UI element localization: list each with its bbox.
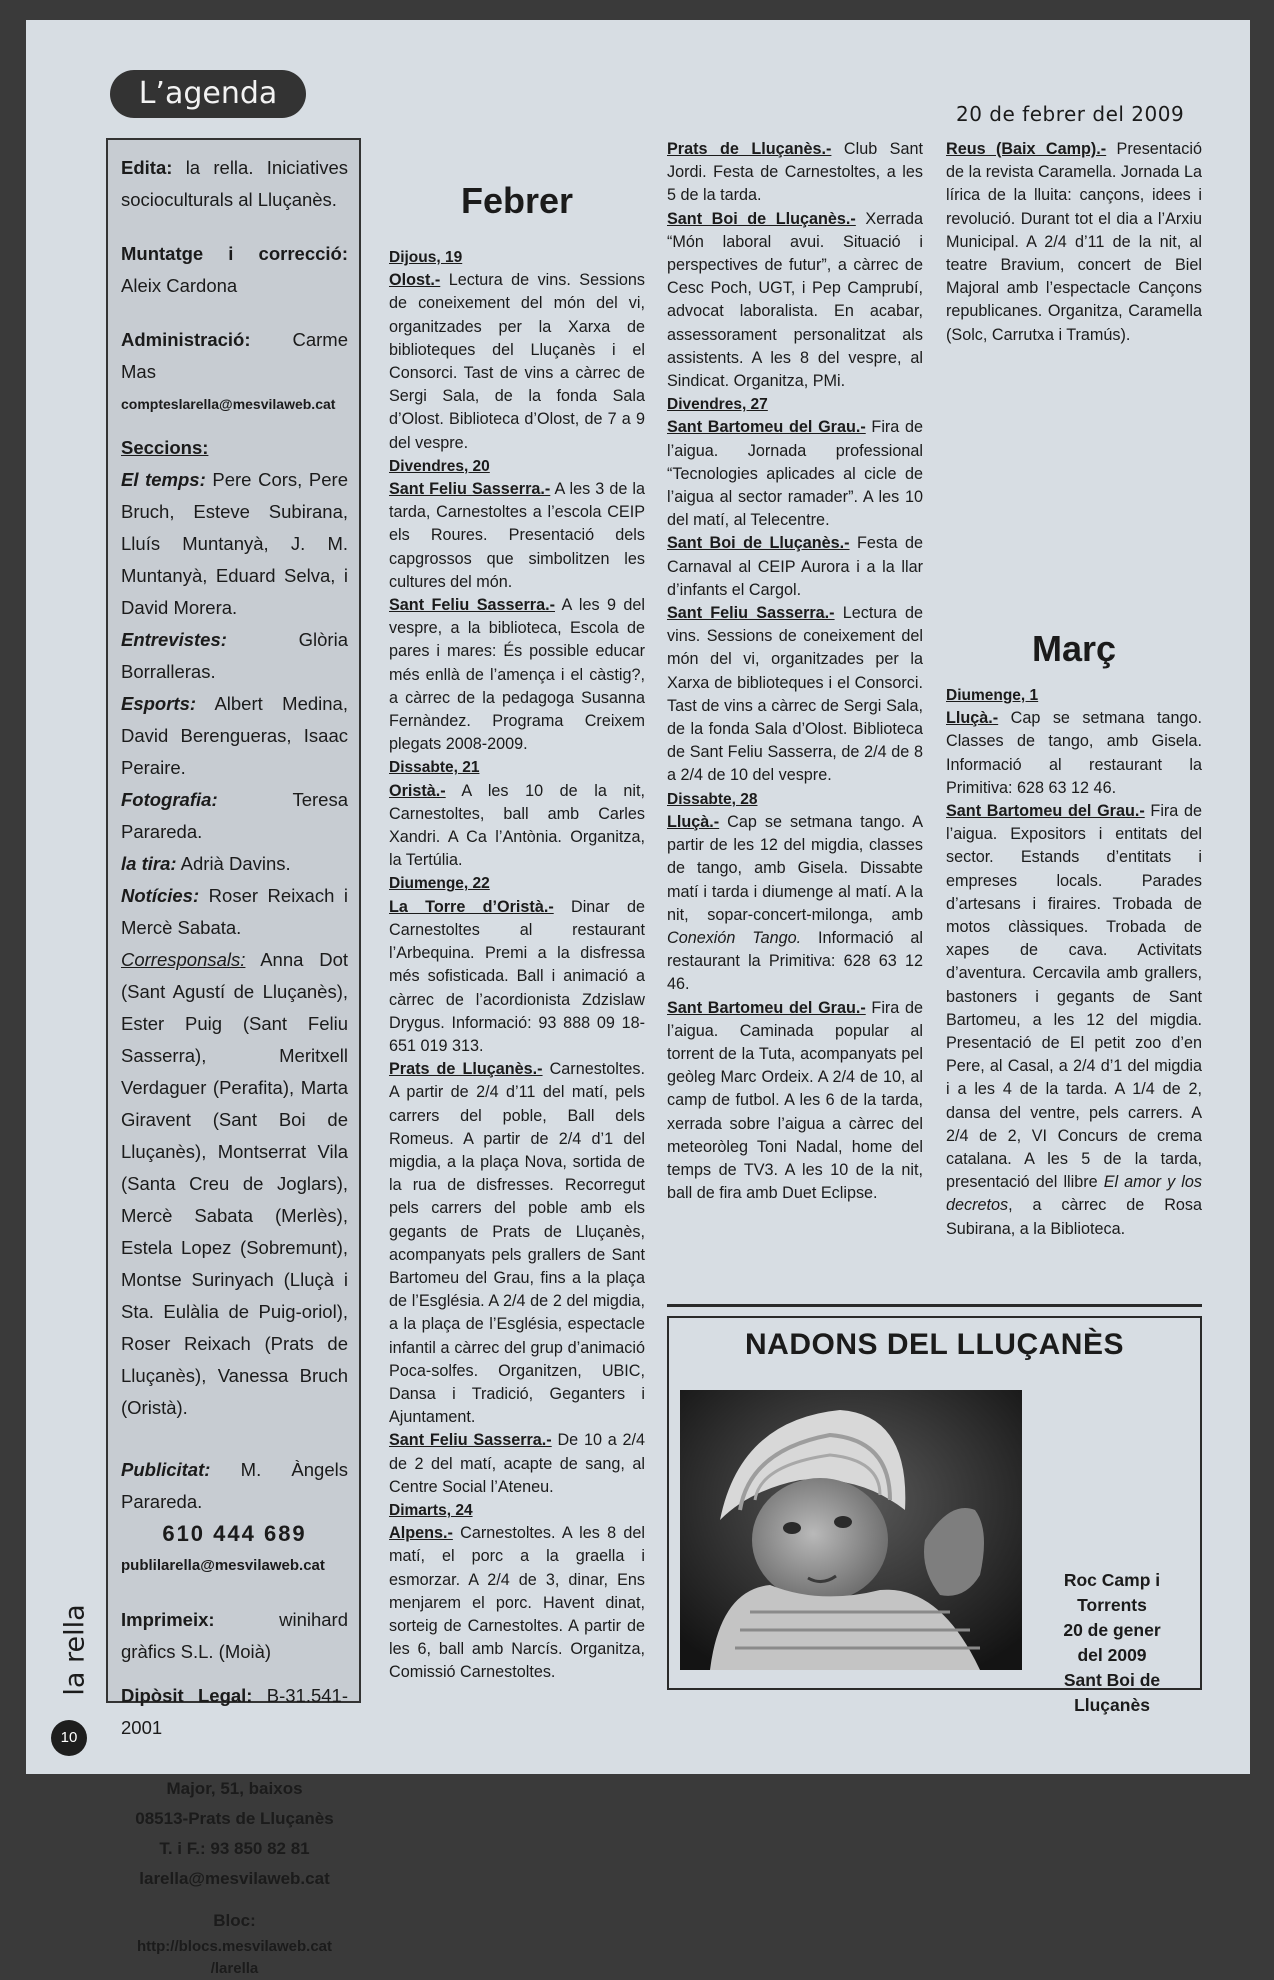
entry-text: , a càrrec de Rosa Subirana, a la Biblioteca. [946, 1196, 1202, 1238]
entry-text: Presentació de la revista Caramella. Jornada La lírica de la lluita: cançons, idees i revolució. Durant tot el dia a l’Arxiu Municipal. A 2/4 d’11 de la nit, al teatre Bravium, concert de Biel Majoral amb l’espectacle Cançons republicanes. Organitza, Caramella (Solc, Carrutxa i Tramús). [946, 140, 1203, 344]
entry-text: Fira de l’aigua. Caminada popular al torrent de la Tuta, acompanyats pel geòleg Marc Ordeix. A 2/4 de 10, al camp de futbol. A les 6 de la tarda, xerrada sobre l’aigua a càrrec del meteoròleg Toni Nadal, home del temps de TV3. A les 10 de la nit, ball de fira amb Duet Eclipse. [667, 998, 923, 1203]
entry-text: Carnestoltes. A partir de 2/4 d’11 del matí, pels carrers del poble, Ball dels Romeus. A partir de 2/4 d’1 del migdia, a la plaça Nova, sortida de la rua de disfresses. Recorregut pels carrers del poble amb els gegants de Prats de Lluçanès, acompanyats pels grallers de Sant Bartomeu del Grau, fins a la plaça de l’Església. A 2/4 de 2 del migdia, a la plaça de l’Església, espectacle infantil a càrrec del grup d’animació Poca-solfes. Organitzen, UBIC, Dansa i Tradició, Geganters i Ajuntament. [389, 1060, 645, 1427]
credit-publicitat [121, 1454, 348, 1518]
agenda-entry [389, 478, 645, 594]
entry-text: Carnestoltes. A les 8 del matí, el porc a la graella i esmorzar. A 2/4 de 3, dinar, Ens menjarem el porc. Havent dinat, sorteig de Carnestoltes. A partir de les 6, ball amb Narcís. Organitza, Comissió Carnestoltes. [389, 1524, 645, 1682]
publicitat-phone: 610 444 689 [162, 1521, 307, 1546]
credit-label: Notícies: [121, 885, 200, 906]
seccions-heading: Seccions: [121, 437, 209, 458]
agenda-entry [389, 780, 645, 873]
nadons-title: NADONS DEL LLUÇANÈS [745, 1328, 1124, 1361]
address-email: larella@mesvilaweb.cat [139, 1869, 330, 1888]
agenda-entry [389, 896, 645, 1058]
entry-text: Fira de l’aigua. Expositors i entitats del sector. Estands d’entitats i empreses locals. Parades d’artesans i firaires. Trobada de motos clàssiques. Trobada de xapes de cava. Activitats d’aventura. Cercavila amb grallers, bastoners i gegants de Sant Bartomeu, a les 12 del migdia. Presentació de El petit zoo d’en Pere, al Casal, a 2/4 d’1 del migdia i a les 4 de la tarda. A 1/4 de 2, dansa del ventre, pels carrers. A 2/4 de 2, VI Concurs de crema catalana. A les 5 de la tarda, presentació del llibre [946, 802, 1202, 1192]
entry-emphasis: El amor y los decretos [946, 1173, 1202, 1215]
agenda-entry [946, 138, 1202, 347]
spine-title [55, 1604, 95, 1696]
entry-place: Lluçà.- [667, 812, 720, 831]
entry-place: Reus (Baix Camp).- [946, 140, 1107, 158]
agenda-entry [389, 594, 645, 756]
credit-tira [121, 848, 348, 880]
entry-place: Sant Bartomeu del Grau.- [667, 998, 866, 1017]
credit-label: Imprimeix: [121, 1609, 215, 1630]
agenda-column-3-marc [946, 684, 1202, 1241]
baby-name: Roc Camp i Torrents [1063, 1570, 1161, 1615]
agenda-entry [667, 208, 923, 394]
day-heading: Dijous, 19 [389, 249, 463, 266]
day-heading: Dimarts, 24 [389, 1501, 473, 1519]
address-line: Major, 51, baixos [166, 1779, 303, 1798]
credit-value: Carme Mas [121, 329, 348, 382]
entry-text: A les 10 de la nit, Carnestoltes, ball amb Carles Xandri. A Ca l’Antònia. Organitza, la Tertúlia. [389, 781, 645, 870]
section-badge: L’agenda [110, 70, 306, 118]
credit-label: Corresponsals: [121, 949, 246, 970]
agenda-entry [946, 800, 1202, 1241]
credit-esports [121, 688, 348, 784]
credit-value: la rella. Iniciatives socioculturals al Lluçanès. [121, 157, 348, 210]
credit-muntatge [121, 238, 348, 302]
credit-temps [121, 464, 348, 624]
credit-value: Albert Medina, David Berengueras, Isaac Peraire. [121, 693, 348, 778]
masthead-box [106, 138, 361, 1977]
credit-label: Dipòsit Legal: [121, 1685, 253, 1706]
credit-value: Glòria Borralleras. [121, 629, 348, 682]
entry-place: Sant Feliu Sasserra.- [667, 604, 835, 623]
divider [667, 1304, 1202, 1307]
admin-email: compteslarella@mesvilaweb.cat [121, 396, 336, 412]
credit-label: El temps: [121, 469, 206, 490]
entry-place: Sant Bartomeu del Grau.- [667, 418, 866, 437]
credit-fotografia [121, 784, 348, 848]
credit-value: Anna Dot (Sant Agustí de Lluçanès), Ester Puig (Sant Feliu Sasserra), Meritxell Verdaguer (Perafita), Marta Giravent (Sant Boi de Lluçanès), Montserrat Vila (Santa Creu de Joglars), Mercè Sabata (Merlès), Estela Lopez (Sobremunt), Montse Surinyach (Lluçà i Sta. Eulàlia de Puig-oriol), Roser Reixach (Prats de Lluçanès), Vanessa Bruch (Oristà). [121, 949, 348, 1418]
credit-edita [121, 152, 348, 216]
address-line: 08513-Prats de Lluçanès [135, 1809, 334, 1828]
credit-label: Entrevistes: [121, 629, 227, 650]
agenda-entry [667, 532, 923, 602]
entry-text: Xerrada “Món laboral avui. Situació i perspectives de futur”, a càrrec de Cesc Poch, UGT, i Pep Camprubí, advocat laboralista. En acabar, assessorament personalitzat als assistents. A les 8 del vespre, al Sindicat. Organitza, PMi. [667, 209, 923, 391]
entry-text: Lectura de vins. Sessions de coneixement del món del vi, organitzades per la Xarxa de biblioteques del Lluçanès i el Consorci. Tast de vins a càrrec de Sergi Sala, de la fonda Sala d’Olost. Biblioteca d’Olost, de 7 a 9 del vespre. [389, 271, 645, 452]
page-number: 10 [51, 1720, 87, 1756]
day-heading: Divendres, 27 [667, 396, 768, 414]
credit-value: winihard gràfics S.L. (Moià) [121, 1609, 348, 1662]
entry-place: Sant Boi de Lluçanès.- [667, 534, 850, 553]
entry-text: De 10 a 2/4 de 2 del matí, acapte de sang, al Centre Social l’Ateneu. [389, 1431, 645, 1496]
credit-label: la tira: [121, 853, 177, 874]
entry-text: A les 9 del vespre, a la biblioteca, Escola de pares i mares: És possible educar més enllà de l’amença i el càstig?, a càrrec de la pedagoga Susanna Fernàndez. Programa Creixem plegats 2008-2009. [389, 596, 645, 754]
magazine-name: la rella [59, 1604, 91, 1696]
entry-text: Dinar de Carnestoltes al restaurant l’Arbequina. Premi a la disfressa més sofisticada. Ball i animació a càrrec de l’acordionista Zdzislaw Drygus. Informació: 93 888 09 18-651 019 313. [389, 897, 645, 1055]
entry-place: Prats de Lluçanès.- [389, 1060, 543, 1079]
credit-label: Muntatge i correcció: [121, 243, 348, 264]
credit-value: Aleix Cardona [121, 275, 238, 296]
credit-label: Fotografia: [121, 789, 218, 810]
entry-place: La Torre d’Oristà.- [389, 897, 554, 916]
agenda-entry [667, 602, 923, 788]
baby-caption [1029, 1568, 1195, 1718]
credit-imprimeix [121, 1604, 348, 1668]
entry-text: Fira de l’aigua. Jornada professional “Tecnologies aplicades al cicle de l’aigua al sector ramader”. A les 10 del matí, al Telecentre. [667, 418, 923, 530]
baby-birth-year: del 2009 [1077, 1645, 1147, 1665]
entry-place: Sant Bartomeu del Grau.- [946, 802, 1145, 821]
credit-entrevistes [121, 624, 348, 688]
credit-label: Administració: [121, 329, 251, 350]
baby-photo [680, 1390, 1022, 1670]
credit-label: Publicitat: [121, 1459, 211, 1480]
month-heading: Març [1031, 628, 1117, 669]
day-heading: Diumenge, 1 [946, 687, 1039, 704]
day-heading: Dissabte, 28 [667, 790, 758, 808]
agenda-column-2-body [667, 138, 923, 1205]
entry-text: Festa de Carnaval al CEIP Aurora i a la llar d’infants el Cargol. [667, 534, 923, 599]
credit-value: Pere Cors, Pere Bruch, Esteve Subirana, Lluís Muntanyà, J. M. Muntanyà, Eduard Selva, i David Morera. [121, 469, 348, 618]
page [26, 20, 1250, 1977]
agenda-entry [946, 707, 1202, 800]
bloc-url: /larella [210, 1960, 259, 1977]
bloc-label: Bloc: [213, 1911, 256, 1930]
entry-place: Sant Feliu Sasserra.- [389, 1431, 552, 1450]
agenda-entry [389, 1058, 645, 1429]
agenda-entry [389, 269, 645, 455]
issue-date: 20 de febrer del 2009 [956, 102, 1185, 126]
entry-place: Lluçà.- [946, 709, 999, 728]
agenda-column-1 [389, 246, 645, 1685]
credit-administracio [121, 324, 348, 388]
credit-label: Esports: [121, 693, 197, 714]
agenda-entry [389, 1429, 645, 1499]
entry-place: Sant Feliu Sasserra.- [389, 480, 551, 499]
entry-place: Olost.- [389, 271, 441, 290]
day-heading: Divendres, 20 [389, 457, 490, 475]
entry-text: Cap se setmana tango. A partir de les 12 del migdia, classes de tango, amb Gisela. Dissabte matí i tarda i diumenge al matí. A la nit, sopar-concert-milonga, amb [667, 812, 923, 924]
credit-diposit [121, 1680, 348, 1744]
agenda-column-3-body [946, 138, 1202, 347]
entry-place: Sant Feliu Sasserra.- [389, 596, 555, 615]
entry-place: Oristà.- [389, 781, 446, 800]
credit-value: Adrià Davins. [180, 853, 291, 874]
entry-text: Club Sant Jordi. Festa de Carnestoltes, a les 5 de la tarda. [667, 140, 923, 205]
credit-value: B-31.541-2001 [121, 1685, 349, 1738]
credit-value: Roser Reixach i Mercè Sabata. [121, 885, 349, 938]
day-heading: Diumenge, 22 [389, 875, 490, 893]
entry-place: Sant Boi de Lluçanès.- [667, 209, 856, 228]
agenda-entry [667, 997, 923, 1206]
baby-birth-date: 20 de gener [1063, 1620, 1161, 1640]
nadons-box [667, 1316, 1202, 1715]
agenda-entry [667, 416, 923, 532]
entry-place: Alpens.- [389, 1524, 453, 1543]
agenda-entry [667, 811, 923, 997]
entry-place: Prats de Lluçanès.- [667, 140, 832, 158]
credit-noticies [121, 880, 348, 944]
entry-text: Informació al restaurant la Primitiva: 628 63 12 46. [667, 928, 923, 994]
credit-corresponsals [121, 944, 348, 1424]
credit-value: Teresa Parareda. [121, 789, 348, 842]
entry-text: Lectura de vins. Sessions de coneixement del món del vi, organitzades per la Xarxa de biblioteques i el Consorci. Tast de vins a càrrec de Sergi Sala, de la fonda Sala d’Olost. Biblioteca de Sant Feliu Sasserra, de 2/4 de 8 a 2/4 de 10 del vespre. [667, 604, 923, 785]
bloc-url: http://blocs.mesvilaweb.cat [136, 1938, 333, 1955]
agenda-entry [667, 138, 923, 208]
entry-text: Cap se setmana tango. Classes de tango, amb Gisela. Informació al restaurant la Primitiva: 628 63 12 46. [946, 709, 1202, 797]
entry-emphasis: Conexión Tango. [667, 928, 802, 947]
baby-photo-illustration [680, 1390, 1022, 1670]
agenda-entry [389, 1522, 645, 1684]
entry-text: A les 3 de la tarda, Carnestoltes a l’escola CEIP els Roures. Presentació dels capgrossos que simbolitzen les cultures del món. [389, 480, 645, 591]
month-heading: Febrer [460, 180, 574, 221]
credit-value: M. Àngels Parareda. [121, 1459, 348, 1512]
address-phone: T. i F.: 93 850 82 81 [159, 1839, 310, 1858]
day-heading: Dissabte, 21 [389, 759, 480, 777]
credit-label: Edita: [121, 157, 173, 178]
baby-place: Sant Boi de Lluçanès [1063, 1670, 1161, 1715]
publicitat-email: publilarella@mesvilaweb.cat [121, 1557, 325, 1574]
